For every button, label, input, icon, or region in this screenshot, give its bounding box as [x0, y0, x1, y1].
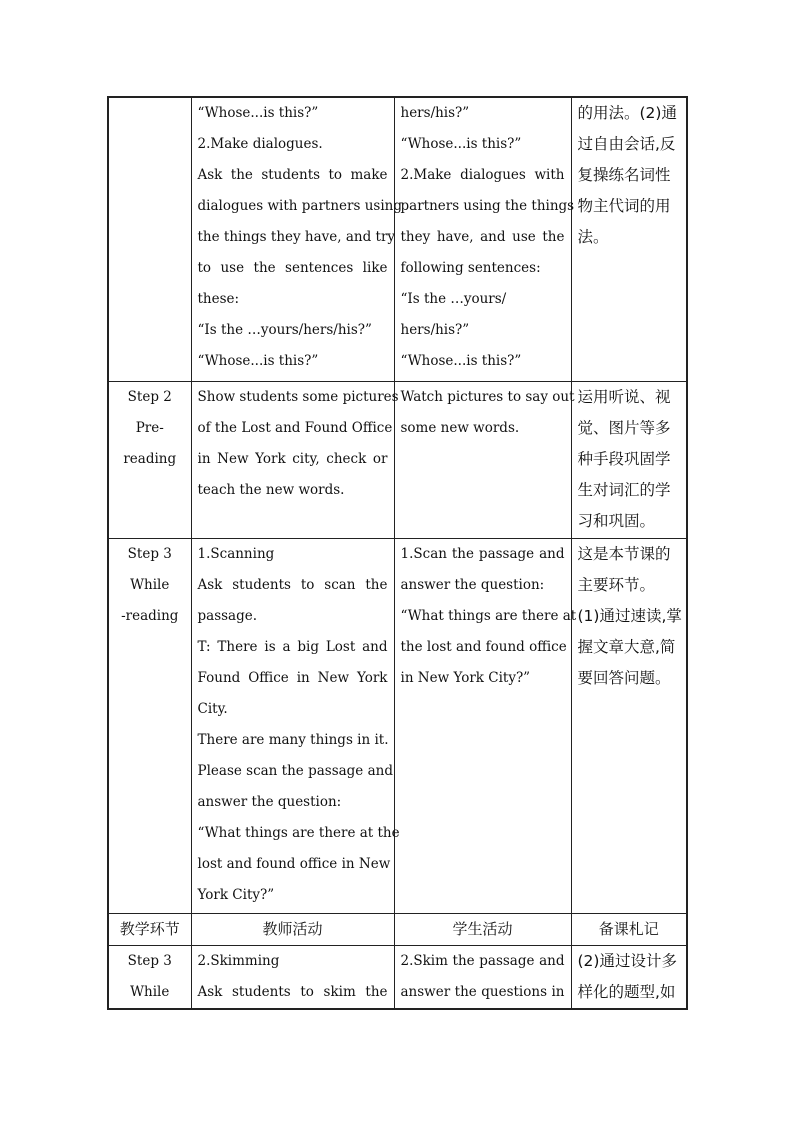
student-activity-cell: [394, 538, 577, 913]
note-line: 复操练名词性: [577, 166, 671, 184]
student-line: they have, and use the: [400, 229, 565, 245]
note-line: 物主代词的用: [577, 197, 671, 215]
teacher-activity-cell: [191, 97, 402, 381]
student-line: 2.Skim the passage and: [400, 952, 565, 969]
note-line: 法。: [577, 228, 609, 246]
teacher-activity-cell: [191, 381, 399, 538]
note-line: 要回答问题。: [577, 668, 671, 687]
note-line: 觉、图片等多: [577, 418, 671, 437]
student-line: in New York City?”: [400, 669, 531, 686]
teacher-line: “Whose...is this?”: [197, 105, 319, 121]
student-line: hers/his?”: [400, 322, 470, 338]
student-line: partners using the things: [400, 198, 575, 214]
student-line: “Whose...is this?”: [400, 353, 522, 369]
lesson-plan-table: [107, 96, 688, 1010]
teacher-line: answer the question:: [197, 793, 342, 810]
table-row: [108, 945, 687, 1009]
table-header-row: [108, 913, 687, 945]
student-line: “Whose...is this?”: [400, 136, 522, 152]
note-line: (1)通过速读,掌: [577, 606, 682, 625]
teacher-line: in New York city, check or: [197, 450, 388, 467]
teacher-line: of the Lost and Found Office: [197, 419, 393, 436]
teacher-line: 1.Scanning: [197, 545, 275, 562]
step-cell: [108, 945, 191, 1009]
note-line: 这是本节课的: [577, 544, 671, 563]
student-line: 2.Make dialogues with: [400, 167, 565, 183]
teacher-line: the things they have, and try: [197, 229, 396, 245]
note-line: 握文章大意,简: [577, 637, 676, 656]
notes-cell: [571, 538, 687, 913]
step-label: -reading: [121, 607, 179, 624]
teacher-line: T: There is a big Lost and: [197, 638, 388, 655]
teacher-line: to use the sentences like: [197, 260, 388, 276]
student-line: the lost and found office: [400, 638, 567, 655]
table-row: [108, 381, 687, 538]
table-row: [108, 538, 687, 913]
teacher-line: passage.: [197, 607, 258, 624]
step-label: Pre-reading: [123, 419, 177, 467]
table-row: [108, 97, 687, 381]
student-line: hers/his?”: [400, 105, 470, 121]
student-line: Watch pictures to say out: [400, 388, 575, 405]
teacher-line: teach the new words.: [197, 481, 345, 498]
teacher-line: Ask students to skim the: [197, 983, 388, 1000]
teacher-line: lost and found office in New: [197, 855, 391, 872]
header-step: 教学环节: [108, 913, 191, 945]
note-line: 过自由会话,反: [577, 135, 676, 153]
student-line: answer the questions in: [400, 983, 565, 1000]
teacher-line: Ask the students to make: [197, 167, 388, 183]
notes-cell: [571, 97, 687, 381]
notes-cell: [571, 945, 687, 1009]
teacher-line: these:: [197, 291, 240, 307]
step-cell: [108, 538, 191, 913]
note-line: 样化的题型,如: [577, 982, 676, 1001]
teacher-line: City.: [197, 700, 228, 717]
teacher-line: There are many things in it.: [197, 731, 389, 748]
student-activity-cell: [394, 381, 575, 538]
notes-cell: [571, 381, 687, 538]
teacher-line: 2.Make dialogues.: [197, 136, 323, 152]
teacher-line: Please scan the passage and: [197, 762, 393, 779]
teacher-line: dialogues with partners using: [197, 198, 402, 214]
header-student-activity: 学生活动: [394, 913, 571, 945]
teacher-activity-cell: [191, 538, 400, 913]
step-cell: [108, 97, 191, 381]
teacher-activity-cell: [191, 945, 394, 1009]
student-activity-cell: [394, 945, 571, 1009]
student-line: some new words.: [400, 419, 520, 436]
note-line: 生对词汇的学: [577, 480, 671, 499]
student-line: 1.Scan the passage and: [400, 545, 565, 562]
header-teacher-activity: 教师活动: [191, 913, 394, 945]
teacher-line: Found Office in New York: [197, 669, 388, 686]
step-label: While: [130, 983, 170, 1000]
teacher-line: “What things are there at the: [197, 824, 400, 841]
teacher-line: York City?”: [197, 886, 275, 903]
note-line: 种手段巩固学: [577, 449, 671, 468]
student-line: answer the question:: [400, 576, 545, 593]
step-label: While: [130, 576, 170, 593]
student-line: “What things are there at: [400, 607, 577, 624]
teacher-line: “Is the …yours/hers/his?”: [197, 322, 372, 338]
header-notes: 备课札记: [571, 913, 687, 945]
teacher-line: 2.Skimming: [197, 952, 280, 969]
step-label: Step 3: [127, 952, 172, 969]
note-line: 运用听说、视: [577, 387, 671, 406]
teacher-line: “Whose...is this?”: [197, 353, 319, 369]
teacher-line: Show students some pictures: [197, 388, 399, 405]
step-label: Step 2: [127, 388, 172, 405]
note-line: 的用法。(2)通: [577, 104, 677, 122]
note-line: (2)通过设计多: [577, 951, 677, 970]
step-label: Step 3: [127, 545, 172, 562]
note-line: 主要环节。: [577, 575, 656, 594]
student-line: following sentences:: [400, 260, 541, 276]
step-cell: [108, 381, 191, 538]
note-line: 习和巩固。: [577, 511, 656, 530]
student-activity-cell: [394, 97, 575, 381]
student-line: “Is the …yours/: [400, 291, 507, 307]
teacher-line: Ask students to scan the: [197, 576, 388, 593]
